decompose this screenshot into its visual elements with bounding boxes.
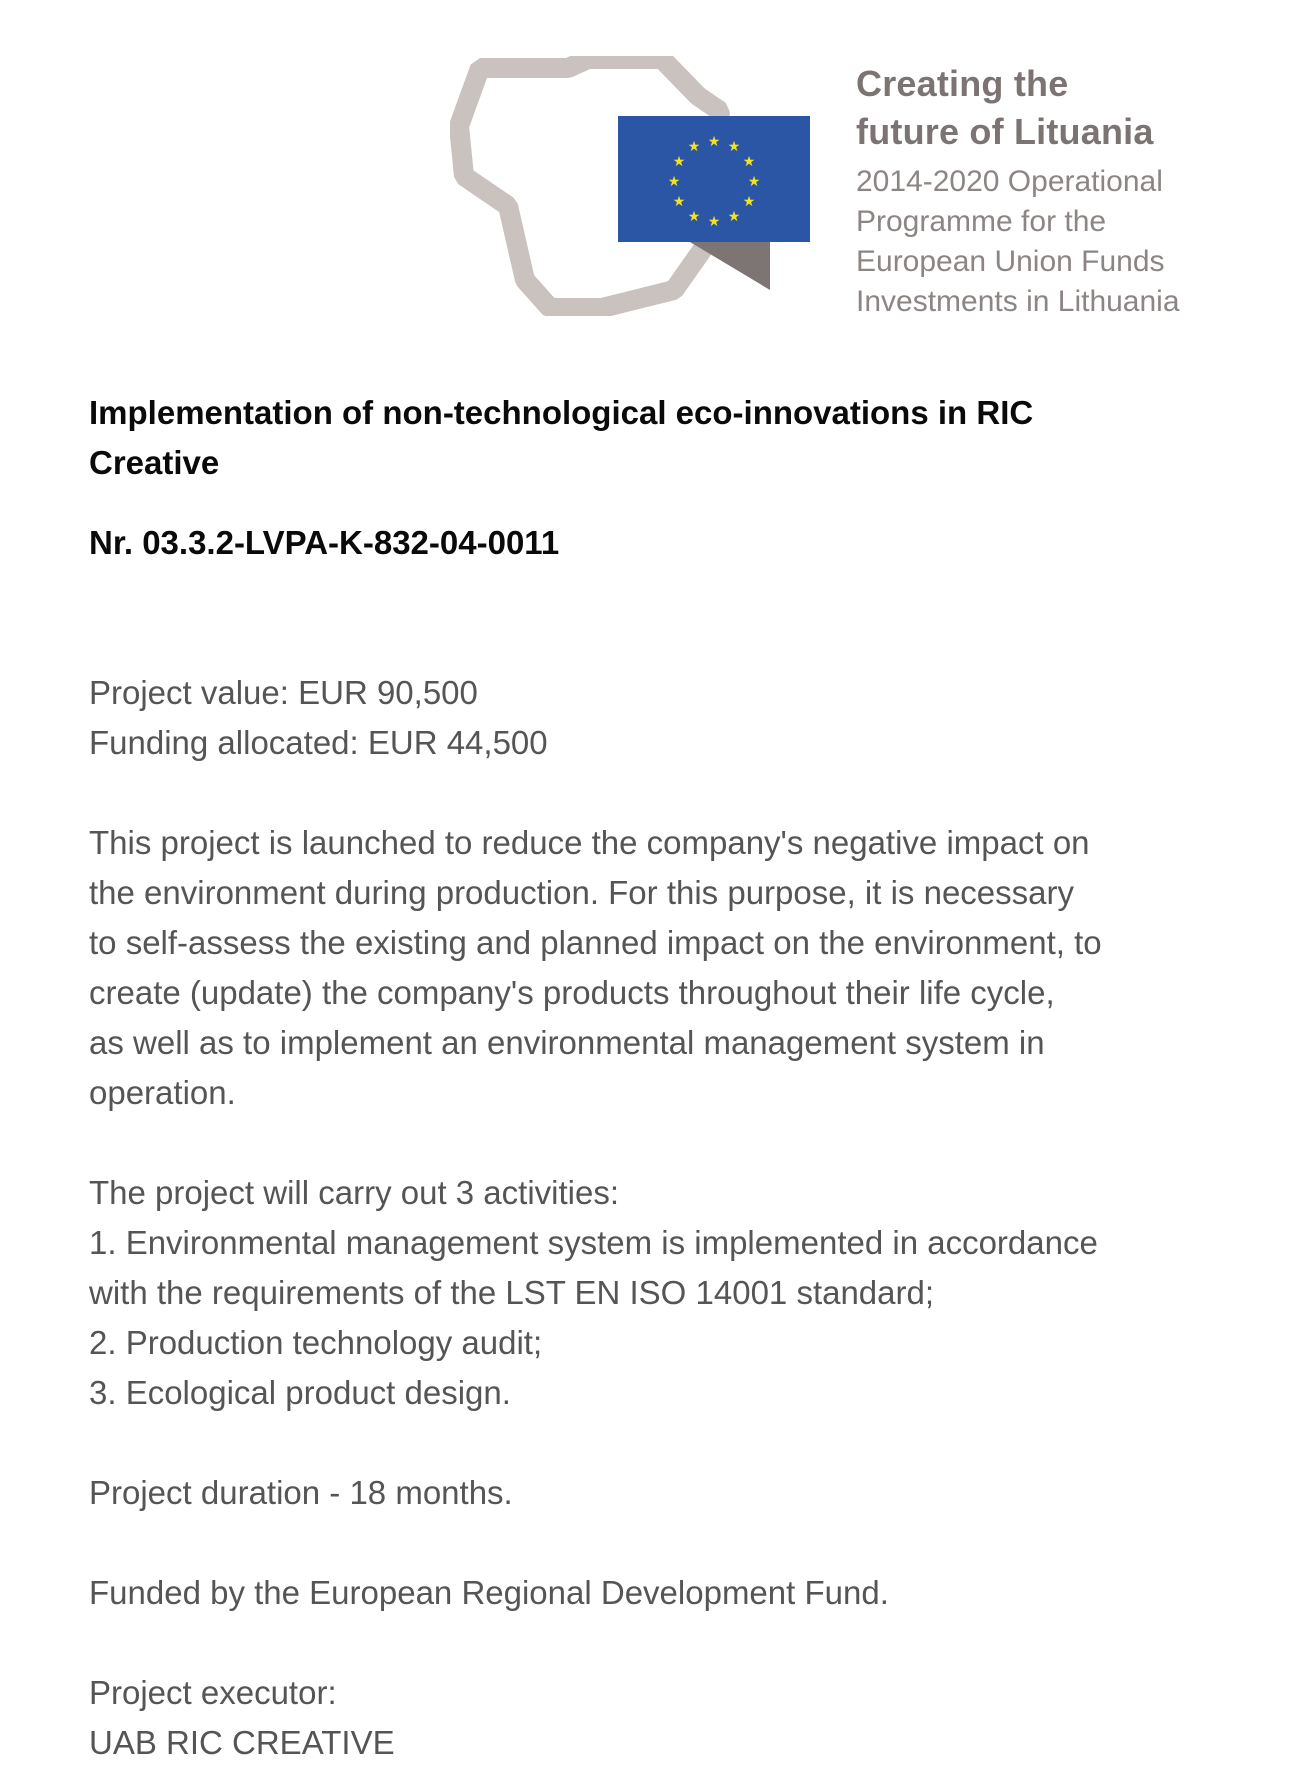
svg-text:★: ★ — [727, 209, 741, 225]
eu-funds-logo — [450, 56, 1230, 336]
svg-text:★: ★ — [672, 154, 686, 170]
description-line: create (update) the company's products throughout their life cycle, — [89, 974, 1055, 1011]
svg-text:★: ★ — [687, 209, 701, 225]
activities-section — [89, 1168, 1229, 1418]
description-line: to self-assess the existing and planned impact on the environment, to — [89, 924, 1102, 961]
project-description — [89, 818, 1229, 1118]
logo-title-line-1: Creating the — [856, 63, 1069, 104]
svg-text:★: ★ — [667, 174, 681, 190]
project-title-line-2: Creative — [89, 444, 220, 481]
svg-text:★: ★ — [707, 214, 721, 230]
logo-caption — [856, 60, 1180, 322]
funded-by: Funded by the European Regional Development Fund. — [89, 1574, 889, 1611]
project-title — [89, 388, 1229, 488]
executor-name: UAB RIC CREATIVE — [89, 1724, 395, 1761]
funding-allocated: Funding allocated: EUR 44,500 — [89, 724, 548, 761]
description-line: the environment during production. For this purpose, it is necessary — [89, 874, 1075, 911]
project-title-line-1: Implementation of non-technological eco-innovations in RIC — [89, 394, 1034, 431]
funding-section — [89, 668, 1229, 1768]
activity-item: 1. Environmental management system is implemented in accordance — [89, 1224, 1098, 1261]
executor-label: Project executor: — [89, 1674, 337, 1711]
svg-text:★: ★ — [742, 154, 756, 170]
activity-item: 2. Production technology audit; — [89, 1324, 543, 1361]
lithuania-map-eu-flag-icon — [450, 56, 850, 316]
logo-subtitle-line-2: Programme for the — [856, 205, 1107, 238]
svg-text:★: ★ — [727, 139, 741, 155]
activity-item: with the requirements of the LST EN ISO 14001 standard; — [89, 1274, 935, 1311]
activities-intro: The project will carry out 3 activities: — [89, 1174, 620, 1211]
logo-subtitle-line-1: 2014-2020 Operational — [856, 165, 1163, 198]
description-line: operation. — [89, 1074, 236, 1111]
logo-title-line-2: future of Lituania — [856, 111, 1154, 152]
logo-subtitle-line-4: Investments in Lithuania — [856, 285, 1180, 318]
logo-subtitle-line-3: European Union Funds — [856, 245, 1165, 278]
activity-item: 3. Ecological product design. — [89, 1374, 511, 1411]
svg-text:★: ★ — [742, 194, 756, 210]
svg-text:★: ★ — [672, 194, 686, 210]
svg-text:★: ★ — [747, 174, 761, 190]
description-line: This project is launched to reduce the company's negative impact on — [89, 824, 1090, 861]
project-value: Project value: EUR 90,500 — [89, 674, 478, 711]
svg-text:★: ★ — [687, 139, 701, 155]
project-reference-number: Nr. 03.3.2-LVPA-K-832-04-0011 — [89, 524, 560, 561]
project-duration: Project duration - 18 months. — [89, 1474, 513, 1511]
description-line: as well as to implement an environmental management system in — [89, 1024, 1045, 1061]
svg-text:★: ★ — [707, 134, 721, 150]
project-document — [89, 388, 1229, 1768]
